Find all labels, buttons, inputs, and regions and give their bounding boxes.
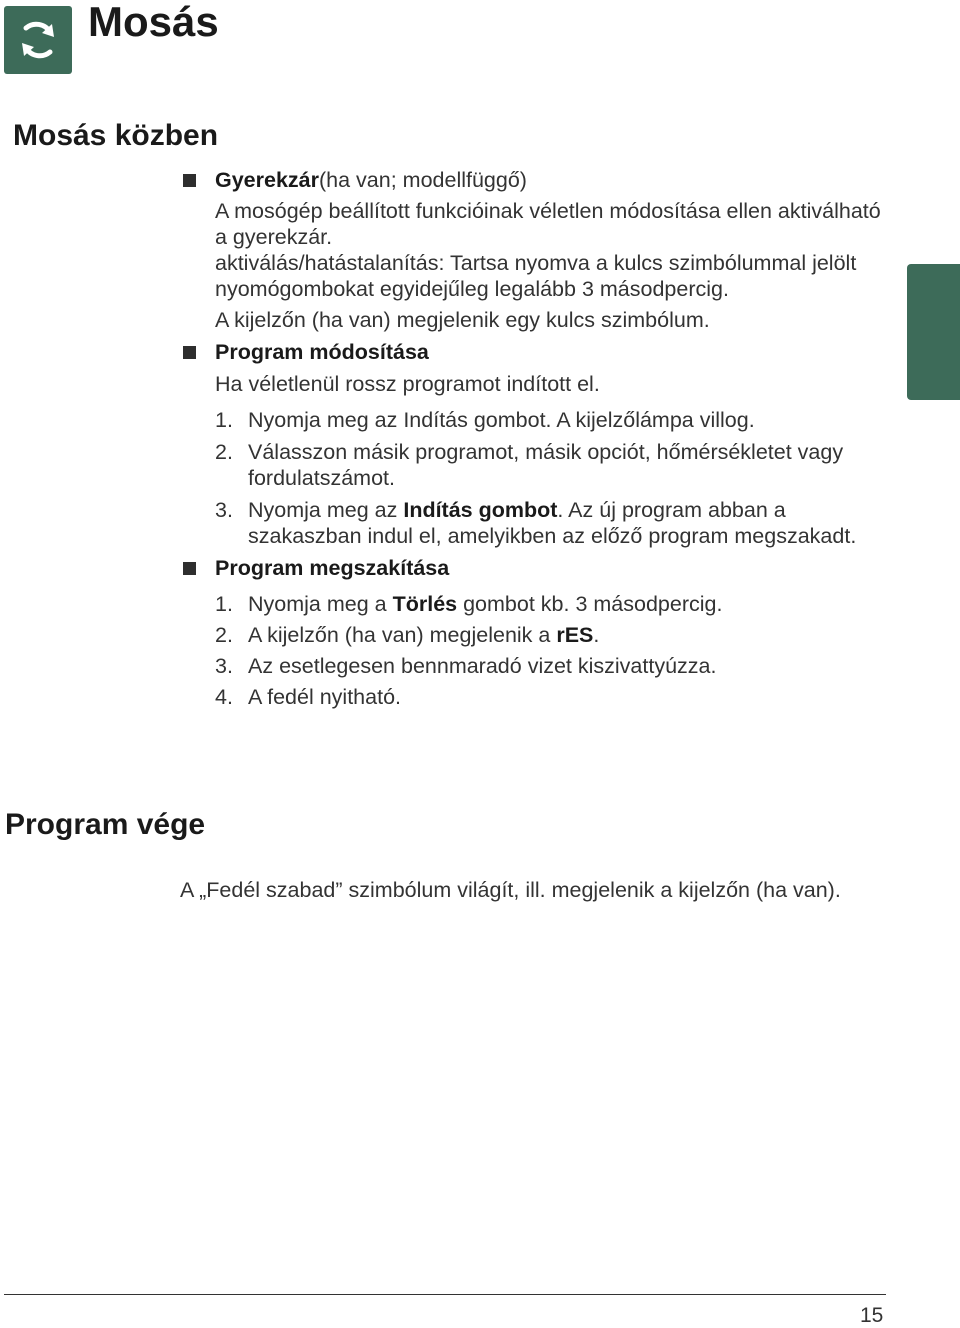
step-text-bold: Indítás gombot (403, 498, 558, 522)
list-item (180, 439, 890, 491)
list-item (180, 622, 890, 648)
step-number: 2. (215, 623, 233, 647)
step-number: 3. (215, 498, 233, 522)
step-text: Az esetlegesen bennmaradó vizet kiszivattyúzza. (248, 654, 717, 678)
step-text: Válasszon másik programot, másik opciót, hőmérsékletet vagy fordulatszámot. (248, 440, 844, 490)
program-end-text: A „Fedél szabad” szimbólum világít, ill. megjelenik a kijelzőn (ha van). (180, 877, 841, 902)
step-text-bold: rES (556, 623, 594, 647)
childlock-title: Gyerekzár (215, 168, 319, 192)
step-text-pre: Nyomja meg a (248, 592, 393, 616)
cancel-steps (180, 591, 890, 710)
section-title-during-wash: Mosás közben (13, 119, 219, 152)
step-number: 4. (215, 685, 233, 709)
square-bullet-icon (183, 346, 196, 359)
step-number: 2. (215, 440, 233, 464)
footer-divider (4, 1294, 886, 1295)
modify-title: Program módosítása (215, 340, 429, 364)
cancel-title: Program megszakítása (215, 556, 450, 580)
step-number: 3. (215, 654, 233, 678)
step-text-post: . Az új program abban a szakaszban indul el, amelyikben az előző program megszakadt. (248, 498, 857, 548)
list-item (180, 591, 890, 617)
step-text-pre: A kijelzőn (ha van) megjelenik a (248, 623, 557, 647)
square-bullet-icon (183, 562, 196, 575)
section-title-program-end: Program vége (5, 808, 206, 841)
page-number: 15 (860, 1304, 884, 1327)
cancel-heading (180, 555, 890, 581)
page-title: Mosás (88, 0, 219, 45)
step-text: Nyomja meg az Indítás gombot. A kijelzőlámpa villog. (248, 408, 755, 432)
step-number: 1. (215, 592, 233, 616)
modify-heading (180, 339, 890, 365)
modify-intro: Ha véletlenül rossz programot indított el. (215, 372, 600, 396)
step-text: A fedél nyitható. (248, 685, 401, 709)
list-item (180, 407, 890, 433)
childlock-text-1: A mosógép beállított funkcióinak véletlen módosítása ellen aktiválható a gyerekzár. (215, 199, 881, 249)
step-text-bold: Törlés (392, 592, 458, 616)
modify-steps (180, 407, 890, 549)
childlock-text-2: aktiválás/hatástalanítás: Tartsa nyomva a kulcs szimbólummal jelölt nyomógombokat egyidejűleg legalább 3 másodpercig. (215, 251, 857, 301)
step-text-pre: Nyomja meg az (248, 498, 404, 522)
step-text-post: gombot kb. 3 másodpercig. (457, 592, 723, 616)
childlock-text-3: A kijelzőn (ha van) megjelenik egy kulcs szimbólum. (215, 308, 710, 332)
list-item (180, 684, 890, 710)
chapter-tab-marker (907, 264, 960, 400)
list-item (180, 497, 890, 549)
step-number: 1. (215, 408, 233, 432)
childlock-title-suffix: (ha van; modellfüggő) (319, 168, 527, 192)
during-wash-content (180, 167, 890, 710)
childlock-heading (180, 167, 890, 193)
step-text-post: . (593, 623, 600, 647)
refresh-cycle-icon (4, 6, 72, 74)
list-item (180, 653, 890, 679)
square-bullet-icon (183, 174, 196, 187)
